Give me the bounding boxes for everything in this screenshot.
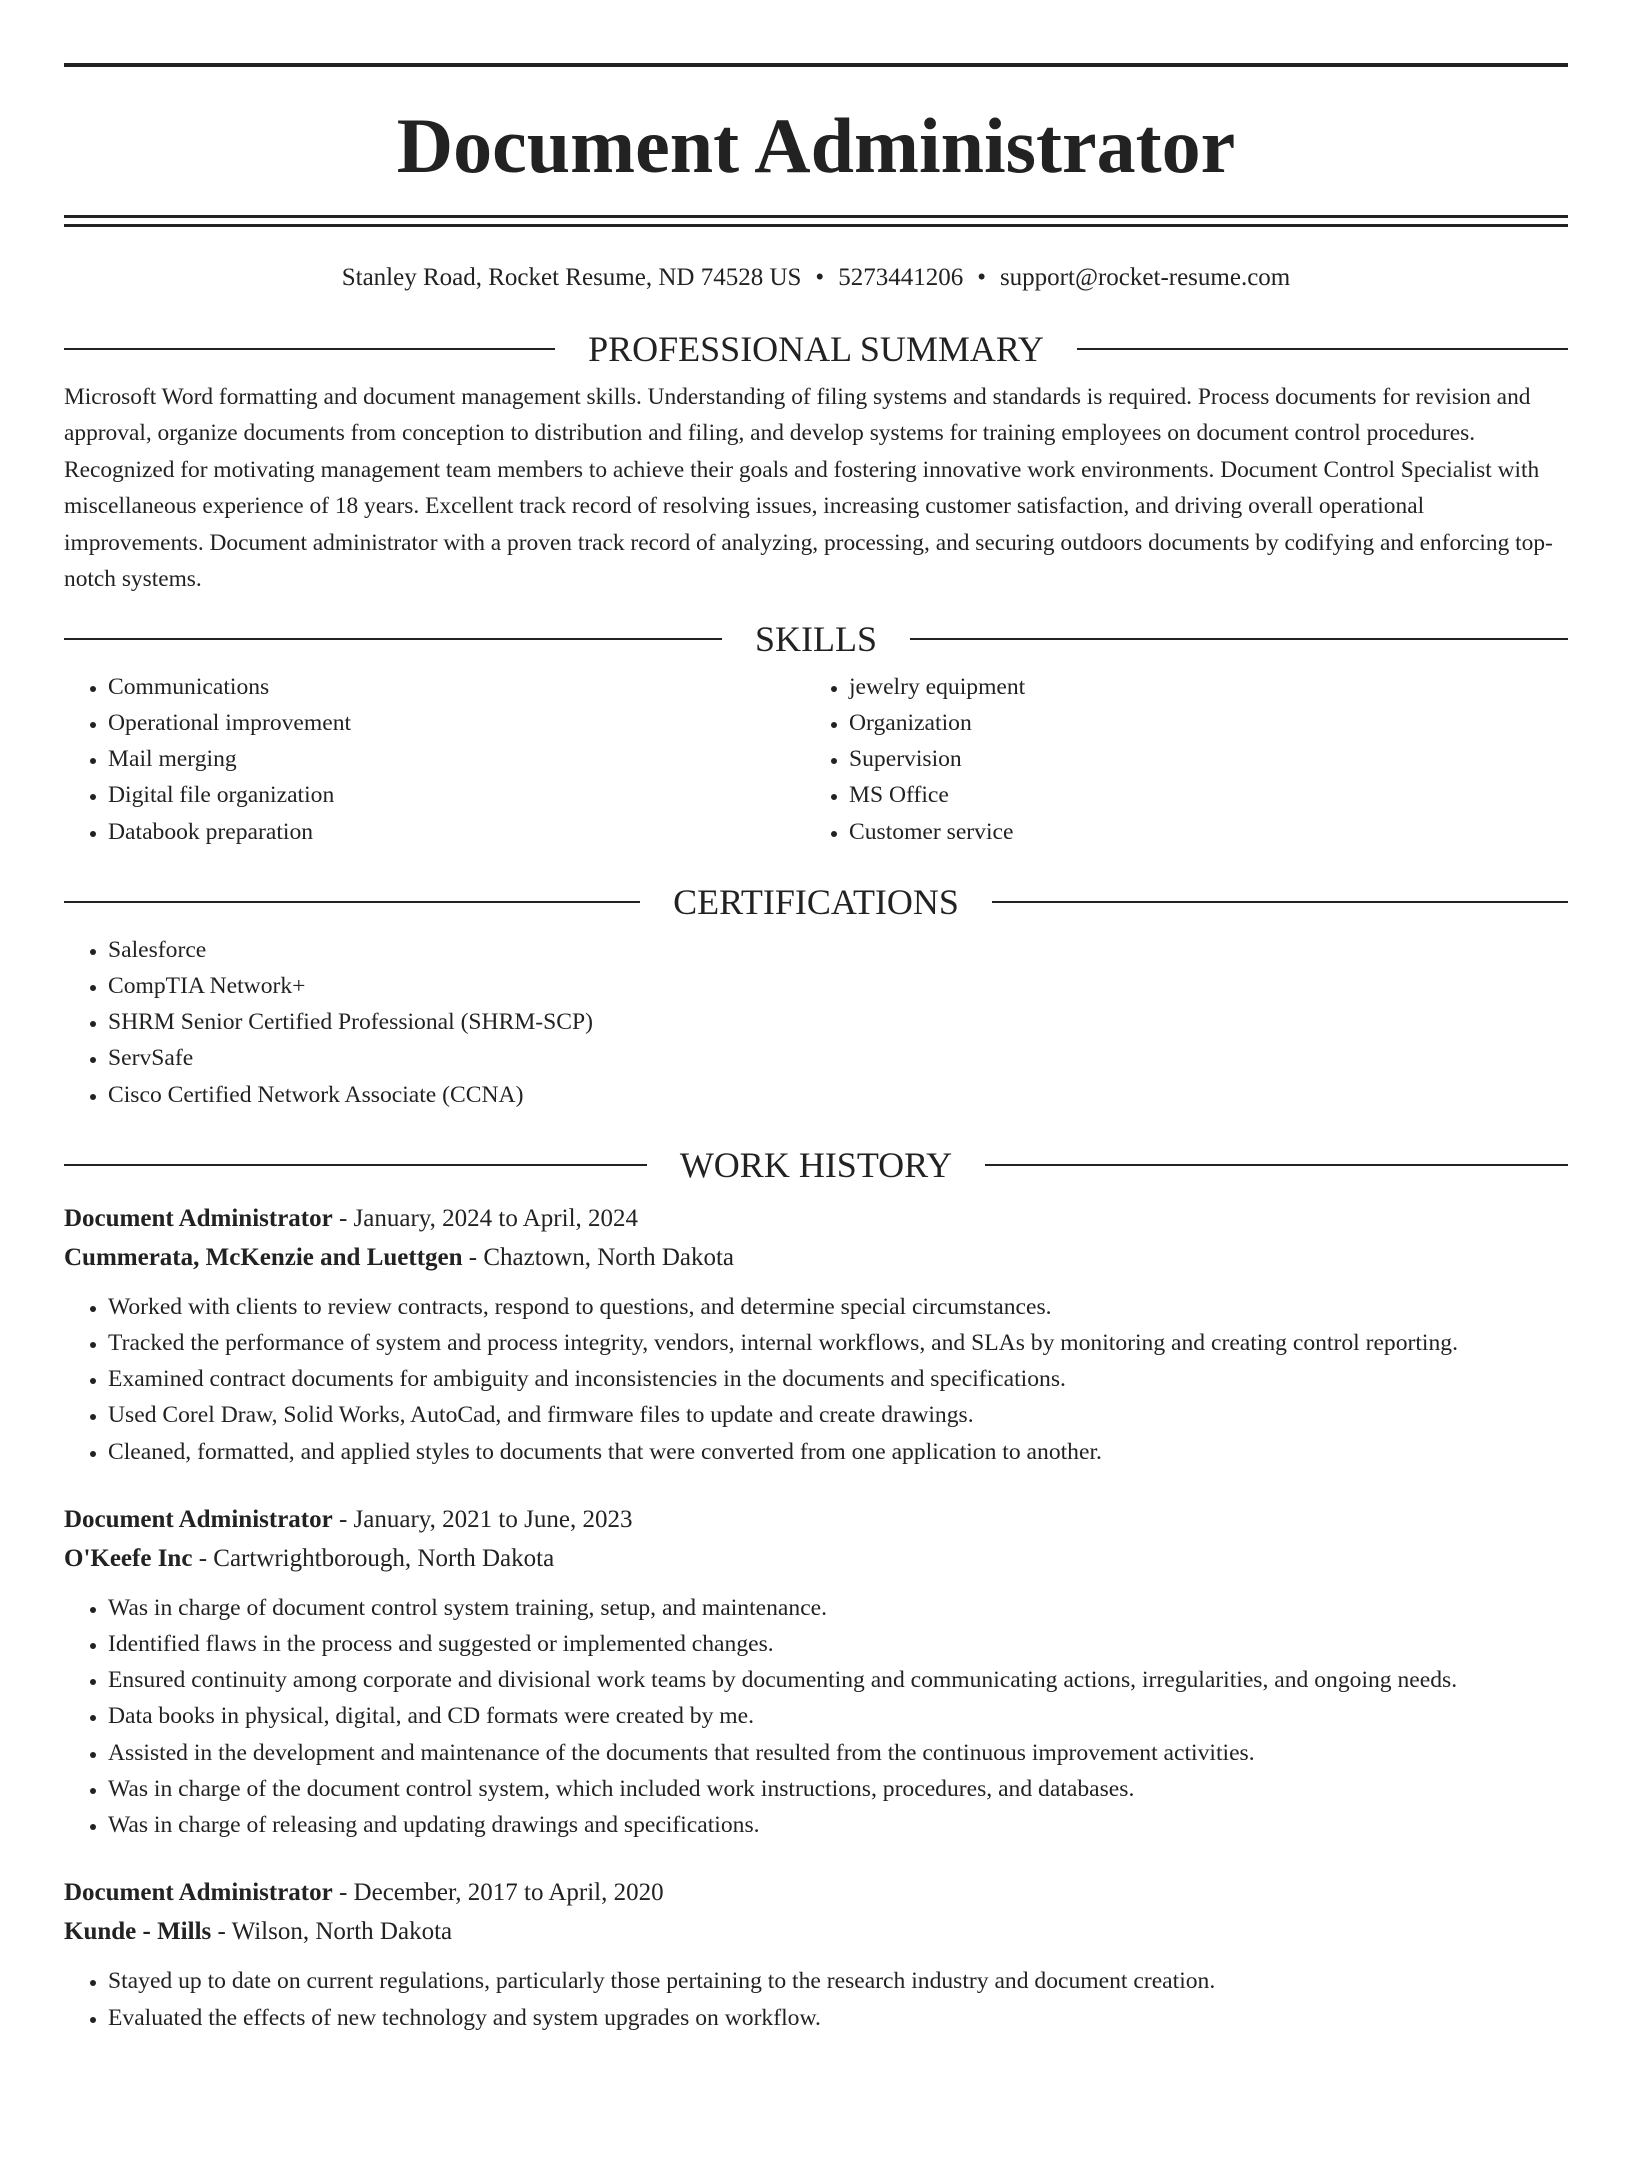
job-title: Document Administrator bbox=[64, 1204, 333, 1232]
job-title-line bbox=[64, 1199, 1568, 1238]
list-item: • Customer service bbox=[849, 814, 1546, 850]
job-company: O'Keefe Inc bbox=[64, 1544, 193, 1572]
job-company: Kunde - Mills bbox=[64, 1918, 212, 1946]
list-item: • Worked with clients to review contracts, respond to questions, and determine special circumstances. bbox=[108, 1289, 1568, 1325]
title-rule-lower bbox=[64, 224, 1568, 227]
job-title: Document Administrator bbox=[64, 1505, 333, 1533]
heading-rule-left bbox=[64, 638, 722, 640]
top-rule bbox=[64, 63, 1568, 67]
list-item: • jewelry equipment bbox=[849, 669, 1546, 705]
heading-rule-right bbox=[992, 901, 1568, 903]
list-item: • Evaluated the effects of new technology and system upgrades on workflow. bbox=[108, 2000, 1568, 2036]
list-item: • Tracked the performance of system and process integrity, vendors, internal workflows, and SLAs by monitoring and creating control reporting. bbox=[108, 1325, 1568, 1361]
section-heading-certifications bbox=[64, 881, 1568, 922]
list-item: • ServSafe bbox=[108, 1040, 1568, 1076]
title-rule-upper bbox=[64, 215, 1568, 218]
skills-column-right bbox=[805, 669, 1546, 850]
job-entry bbox=[64, 1873, 1568, 2035]
list-item: • Digital file organization bbox=[108, 777, 805, 813]
certifications-list bbox=[64, 932, 1568, 1113]
contact-email: support@rocket-resume.com bbox=[999, 264, 1291, 291]
certifications bbox=[64, 932, 1568, 1113]
section-title: PROFESSIONAL SUMMARY bbox=[588, 329, 1044, 369]
work-history bbox=[64, 1199, 1568, 2036]
section-title: WORK HISTORY bbox=[679, 1144, 953, 1185]
list-item: • Databook preparation bbox=[108, 814, 805, 850]
section-title: CERTIFICATIONS bbox=[673, 881, 959, 922]
list-item: • Examined contract documents for ambiguity and inconsistencies in the documents and specifications. bbox=[108, 1361, 1568, 1397]
heading-rule-left bbox=[64, 1164, 647, 1166]
job-company-line bbox=[64, 1912, 1568, 1951]
job-dates: - January, 2021 to June, 2023 bbox=[332, 1505, 633, 1533]
contact-separator: • bbox=[977, 264, 986, 291]
heading-rule-right bbox=[910, 638, 1568, 640]
job-title-line bbox=[64, 1873, 1568, 1912]
list-item: • Supervision bbox=[849, 741, 1546, 777]
list-item: • Assisted in the development and maintenance of the documents that resulted from the continuous improvement activities. bbox=[108, 1735, 1568, 1771]
list-item: • Operational improvement bbox=[108, 705, 805, 741]
list-item: • Organization bbox=[849, 705, 1546, 741]
job-bullets bbox=[64, 1963, 1568, 2035]
job-dates: - January, 2024 to April, 2024 bbox=[332, 1204, 639, 1232]
list-item: • Was in charge of releasing and updating drawings and specifications. bbox=[108, 1807, 1568, 1843]
list-item: • Ensured continuity among corporate and divisional work teams by documenting and communicating actions, irregularities, and ongoing needs. bbox=[108, 1662, 1568, 1698]
job-company-line bbox=[64, 1238, 1568, 1277]
contact-line bbox=[64, 263, 1568, 293]
list-item: • Salesforce bbox=[108, 932, 1568, 968]
heading-rule-right bbox=[1077, 348, 1568, 350]
contact-phone: 5273441206 bbox=[838, 264, 964, 291]
contact-separator: • bbox=[815, 264, 825, 291]
heading-rule-right bbox=[985, 1164, 1568, 1166]
job-title: Document Administrator bbox=[64, 1879, 333, 1907]
list-item: • Identified flaws in the process and suggested or implemented changes. bbox=[108, 1626, 1568, 1662]
job-dates: - December, 2017 to April, 2020 bbox=[332, 1879, 664, 1907]
job-entry bbox=[64, 1199, 1568, 1470]
section-heading-skills bbox=[64, 618, 1568, 659]
contact-address: Stanley Road, Rocket Resume, ND 74528 US bbox=[341, 264, 802, 291]
job-bullets bbox=[64, 1289, 1568, 1470]
summary-text: Microsoft Word formatting and document management skills. Understanding of filing systems and standards is required. Process documents for revision and approval, organize documents from conception to distribution and filing, and develop systems for training employees on document control procedures. Recognized for motivating management team members to achieve their goals and fostering innovative work environments. Document Control Specialist with miscellaneous experience of 18 years. Excellent track record of resolving issues, increasing customer satisfaction, and driving overall operational improvements. Document administrator with a proven track record of analyzing, processing, and securing outdoors documents by codifying and enforcing top-notch systems. bbox=[64, 384, 1553, 593]
heading-rule-left bbox=[64, 348, 555, 350]
list-item: • Was in charge of document control system training, setup, and maintenance. bbox=[108, 1590, 1568, 1626]
list-item: • Cisco Certified Network Associate (CCNA) bbox=[108, 1077, 1568, 1113]
resume-page bbox=[0, 63, 1632, 2175]
job-bullets bbox=[64, 1590, 1568, 1843]
list-item: • Mail merging bbox=[108, 741, 805, 777]
resume-title: Document Administrator bbox=[396, 102, 1236, 189]
list-item: • CompTIA Network+ bbox=[108, 968, 1568, 1004]
job-entry bbox=[64, 1500, 1568, 1843]
job-company: Cummerata, McKenzie and Luettgen bbox=[64, 1243, 463, 1271]
skills-grid bbox=[64, 669, 1568, 850]
list-item: • Used Corel Draw, Solid Works, AutoCad, and firmware files to update and create drawings. bbox=[108, 1397, 1568, 1433]
job-title-line bbox=[64, 1500, 1568, 1539]
section-heading-work bbox=[64, 1144, 1568, 1185]
list-item: • Stayed up to date on current regulations, particularly those pertaining to the research industry and document creation. bbox=[108, 1963, 1568, 1999]
skills-list-right bbox=[805, 669, 1546, 850]
section-heading-summary bbox=[64, 331, 1568, 367]
list-item: • Communications bbox=[108, 669, 805, 705]
list-item: • Was in charge of the document control system, which included work instructions, procedures, and databases. bbox=[108, 1771, 1568, 1807]
job-company-line bbox=[64, 1539, 1568, 1578]
list-item: • SHRM Senior Certified Professional (SHRM-SCP) bbox=[108, 1004, 1568, 1040]
job-location: - Cartwrightborough, North Dakota bbox=[192, 1544, 555, 1572]
job-location: - Chaztown, North Dakota bbox=[462, 1243, 735, 1271]
skills-column-left bbox=[64, 669, 805, 850]
skills-list-left bbox=[64, 669, 805, 850]
list-item: • Cleaned, formatted, and applied styles to documents that were converted from one application to another. bbox=[108, 1434, 1568, 1470]
list-item: • MS Office bbox=[849, 777, 1546, 813]
heading-rule-left bbox=[64, 901, 640, 903]
list-item: • Data books in physical, digital, and CD formats were created by me. bbox=[108, 1698, 1568, 1734]
section-title: SKILLS bbox=[755, 618, 878, 659]
job-location: - Wilson, North Dakota bbox=[211, 1918, 453, 1946]
